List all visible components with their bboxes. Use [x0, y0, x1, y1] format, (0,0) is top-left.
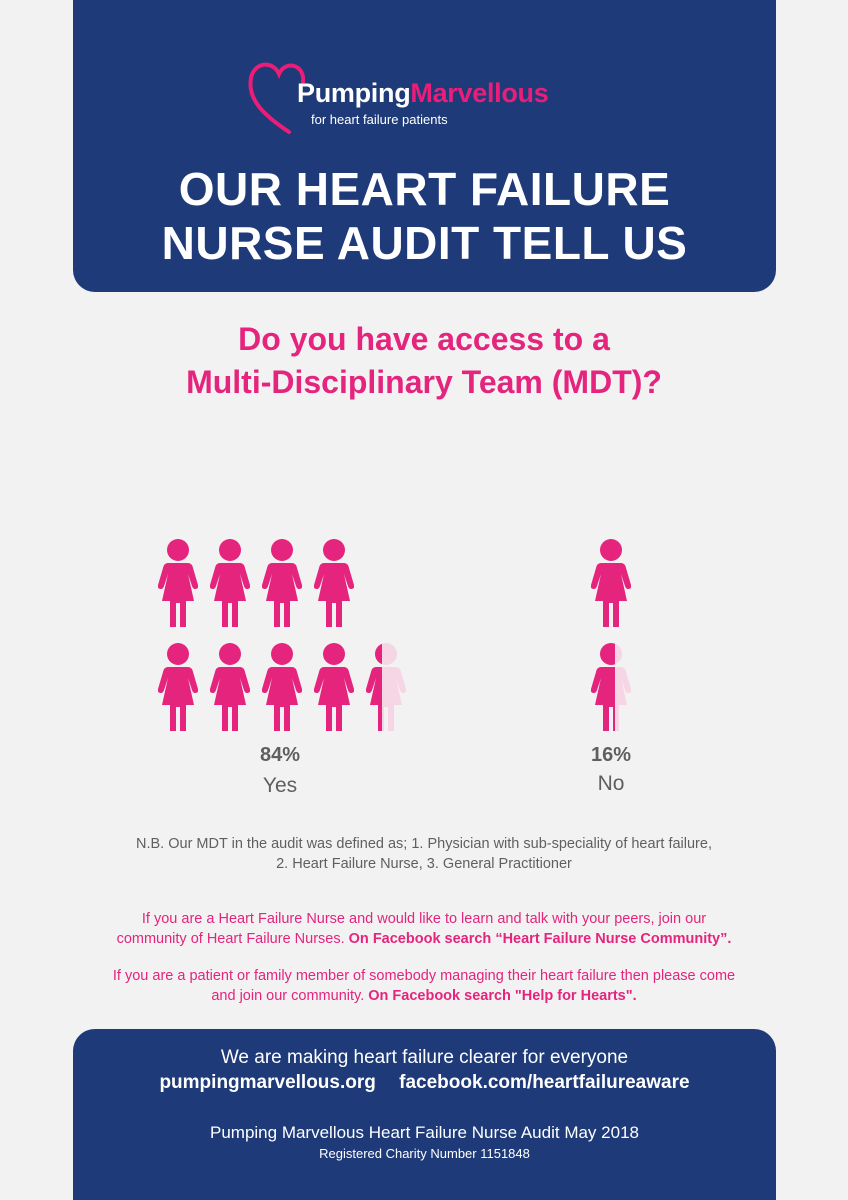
no-percent: 16%	[590, 744, 632, 766]
patient-callout-search: On Facebook search "Help for Hearts".	[368, 988, 637, 1004]
person-female-icon	[262, 643, 302, 733]
patient-community-callout	[0, 966, 848, 1006]
patient-callout-line2	[0, 986, 848, 1006]
page-title-line1: OUR HEART FAILURE	[178, 163, 671, 215]
note-line1: N.B. Our MDT in the audit was defined as; 1. Physician with sub-speciality of heart failure,	[136, 836, 712, 852]
survey-question-line2: Multi-Disciplinary Team (MDT)?	[186, 364, 662, 400]
person-female-icon	[158, 539, 198, 629]
survey-question	[0, 318, 848, 404]
yes-label: Yes	[262, 774, 298, 797]
brand-tagline: for heart failure patients	[311, 112, 448, 127]
nurse-callout-text: community of Heart Failure Nurses.	[116, 931, 345, 947]
note-line2: 2. Heart Failure Nurse, 3. General Practitioner	[276, 856, 572, 872]
nurse-callout-search: On Facebook search “Heart Failure Nurse Community”.	[348, 931, 732, 947]
heart-outline-icon	[245, 56, 305, 136]
brand-logo	[245, 56, 615, 136]
page-title	[73, 162, 776, 270]
website-link[interactable]: pumpingmarvellous.org	[159, 1072, 376, 1093]
brand-name-part2: Marvellous	[410, 78, 549, 108]
person-female-icon	[591, 643, 631, 733]
person-female-icon	[210, 643, 250, 733]
person-female-icon	[314, 539, 354, 629]
person-female-icon	[366, 643, 406, 733]
brand-name-part1: Pumping	[297, 78, 411, 108]
person-female-icon	[591, 539, 631, 629]
mdt-definition-note	[0, 834, 848, 874]
person-female-icon	[158, 643, 198, 733]
page-title-line2: NURSE AUDIT TELL US	[161, 217, 688, 269]
footer-tagline: We are making heart failure clearer for everyone	[220, 1047, 629, 1068]
patient-callout-text: and join our community.	[211, 988, 365, 1004]
person-female-icon	[314, 643, 354, 733]
survey-question-line1: Do you have access to a	[238, 321, 610, 357]
person-female-icon	[262, 539, 302, 629]
nurse-callout-line2	[0, 929, 848, 949]
charity-number: Registered Charity Number 1151848	[319, 1146, 530, 1161]
footer-links	[73, 1072, 776, 1094]
patient-callout-line1: If you are a patient or family member of somebody managing their heart failure then please come	[112, 968, 736, 984]
yes-percent: 84%	[259, 744, 301, 766]
no-label: No	[597, 772, 625, 795]
person-female-icon	[210, 539, 250, 629]
audit-credit: Pumping Marvellous Heart Failure Nurse Audit May 2018	[210, 1123, 639, 1142]
nurse-community-callout	[0, 909, 848, 949]
nurse-callout-line1: If you are a Heart Failure Nurse and would like to learn and talk with your peers, join our	[141, 911, 707, 927]
facebook-link[interactable]: facebook.com/heartfailureaware	[399, 1072, 690, 1093]
brand-name	[297, 78, 548, 109]
footer-panel	[73, 1029, 776, 1200]
